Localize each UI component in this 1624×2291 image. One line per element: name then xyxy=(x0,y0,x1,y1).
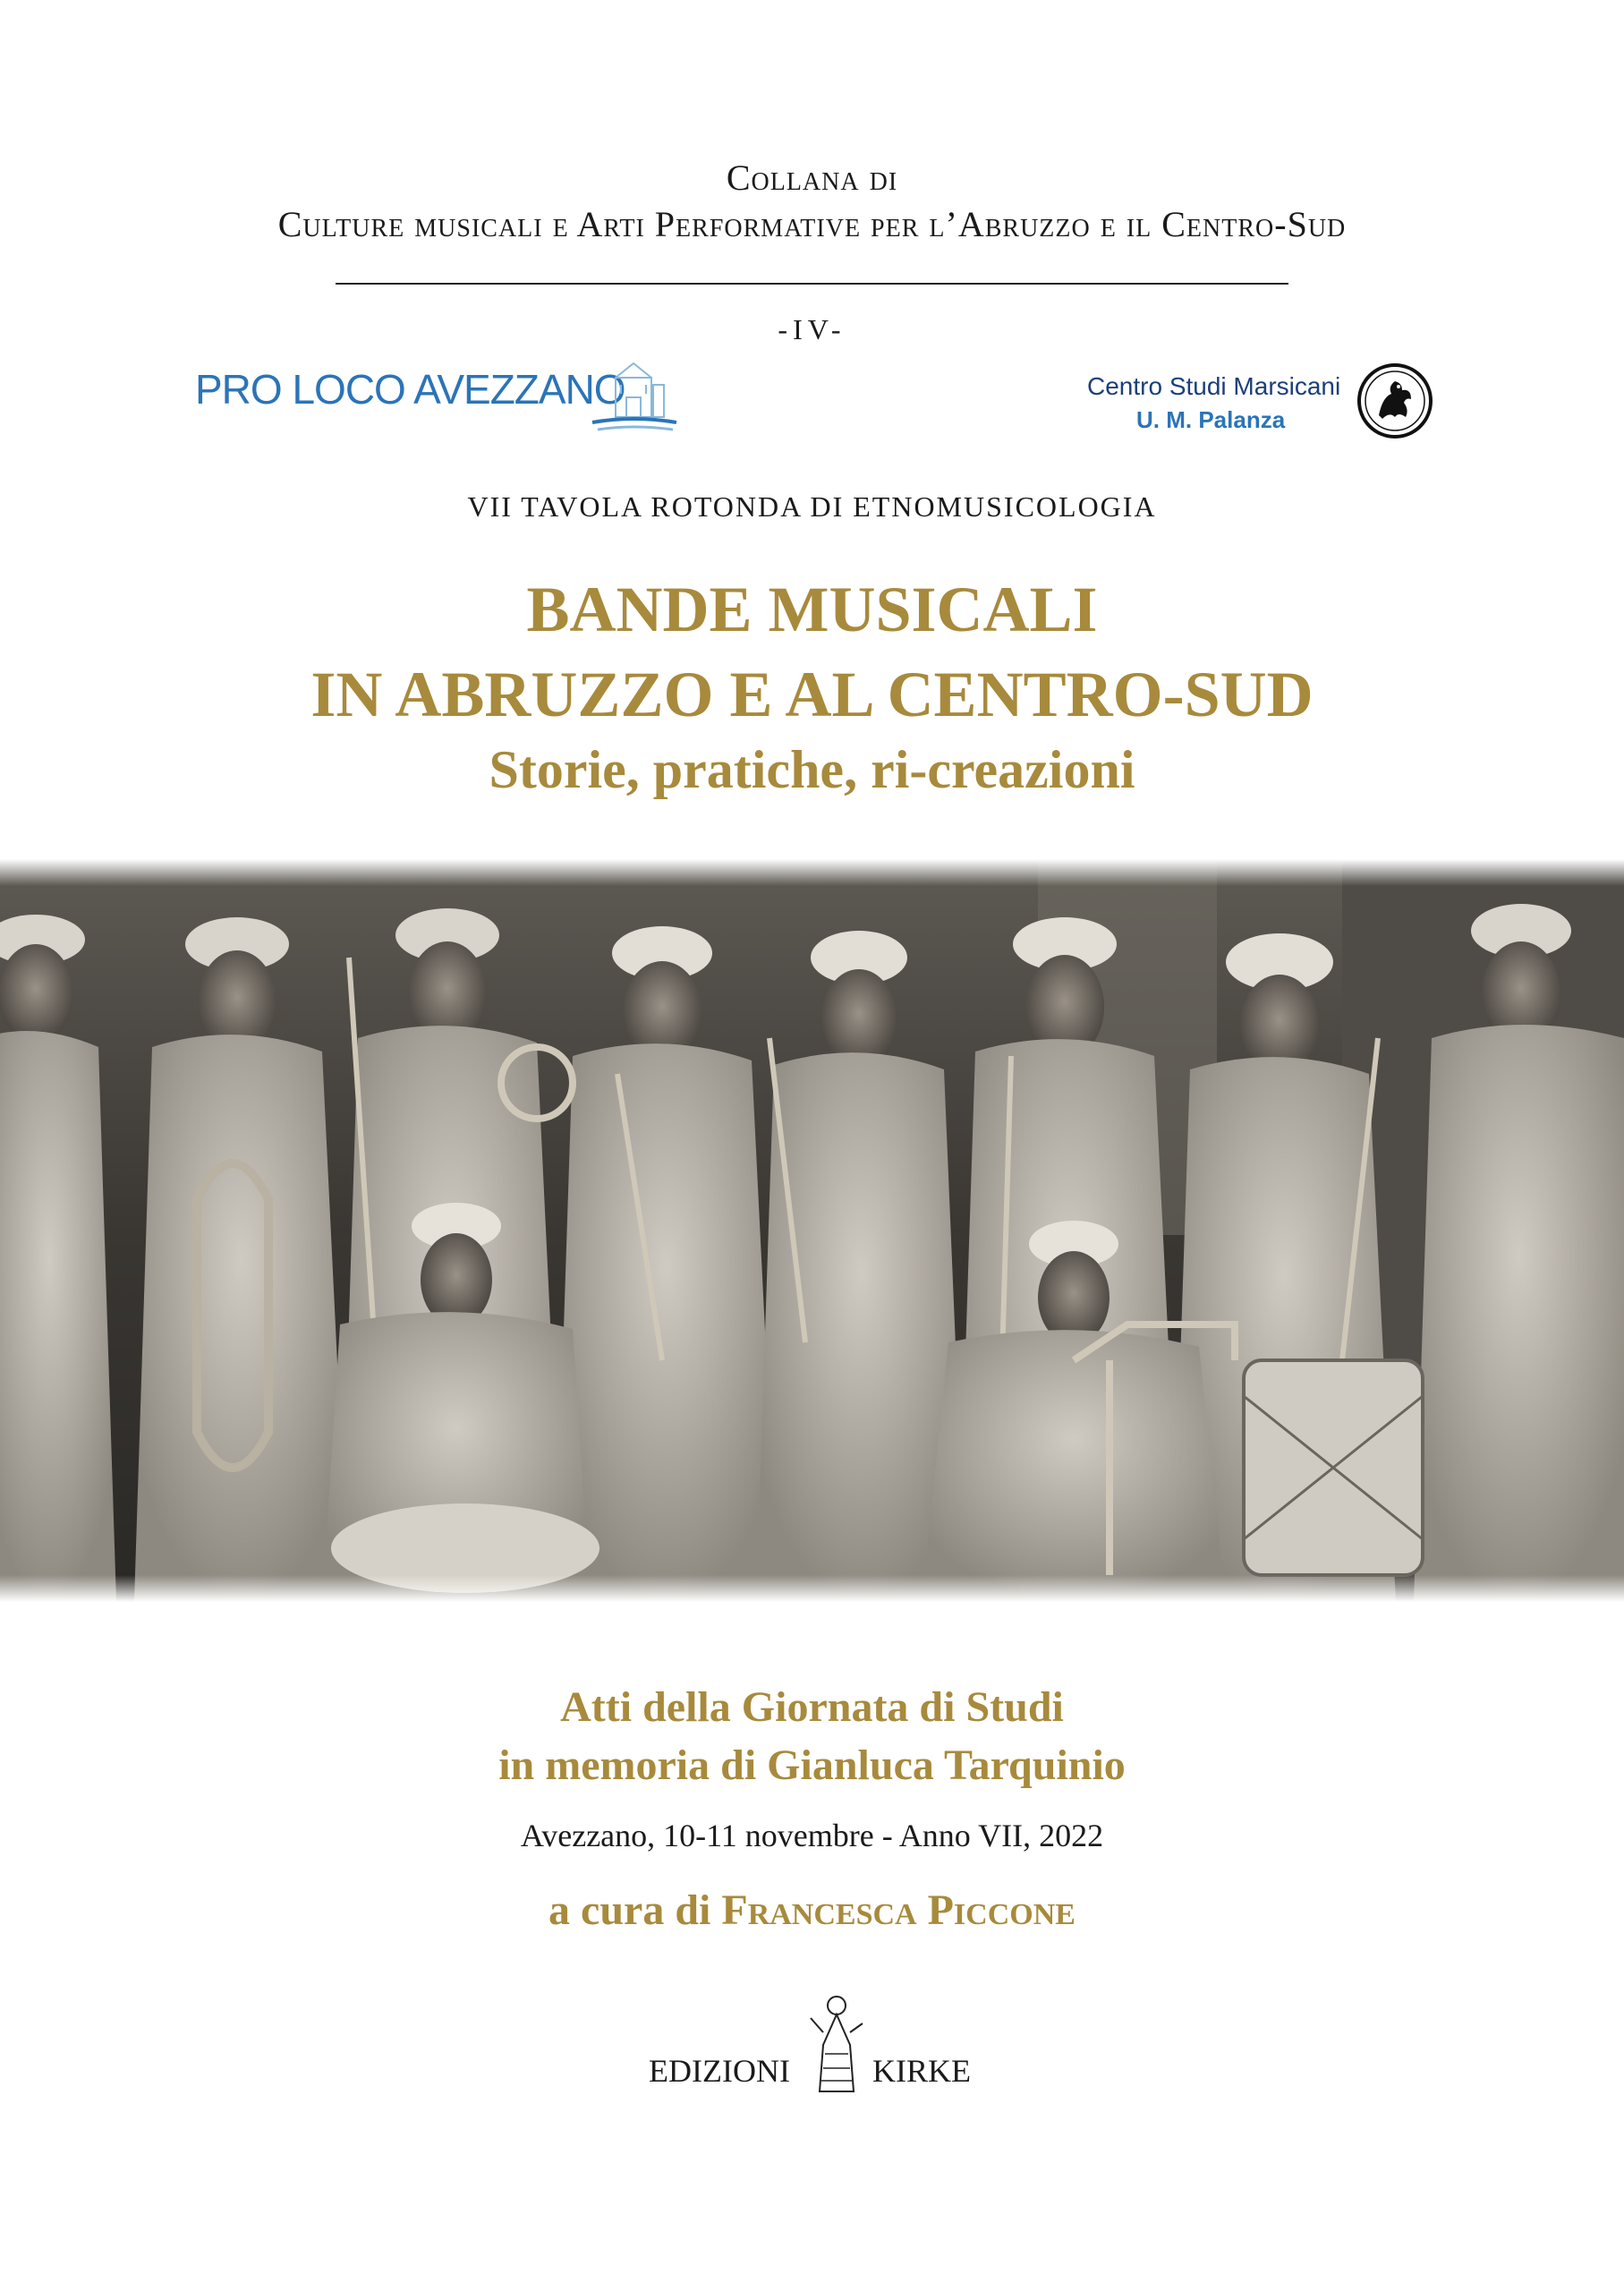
csm-logo-subname: U. M. Palanza xyxy=(1136,406,1286,433)
dragon-seal-icon xyxy=(1356,362,1434,440)
series-label: Collana di xyxy=(726,158,898,198)
curator-prefix: a cura di xyxy=(548,1886,722,1934)
divider xyxy=(336,283,1288,285)
place-date: Avezzano, 10-11 novembre - Anno VII, 2022 xyxy=(520,1818,1104,1853)
event-label: VII TAVOLA ROTONDA DI ETNOMUSICOLOGIA xyxy=(467,490,1157,523)
proceedings-line1: Atti della Giornata di Studi xyxy=(560,1683,1064,1731)
kirke-figure-icon xyxy=(805,1991,868,2099)
curator-name: Francesca Piccone xyxy=(721,1886,1076,1934)
volume-number: -IV- xyxy=(778,313,846,345)
publisher-name-right: KIRKE xyxy=(872,2053,971,2089)
publisher-logo xyxy=(649,1991,980,2103)
publisher-name-left: EDIZIONI xyxy=(649,2053,790,2089)
proceedings-line2: in memoria di Gianluca Tarquinio xyxy=(498,1742,1126,1789)
proloco-logo-text: PRO LOCO AVEZZANO xyxy=(195,366,625,413)
main-title-line1: BANDE MUSICALI xyxy=(526,574,1098,645)
main-title-line2: IN ABRUZZO E AL CENTRO-SUD xyxy=(310,659,1314,730)
series-title: Culture musicali e Arti Performative per l’Abruzzo e il Centro-Sud xyxy=(277,204,1347,244)
curator xyxy=(0,1886,1624,1935)
church-icon xyxy=(589,358,678,435)
subtitle: Storie, pratiche, ri-creazioni xyxy=(489,740,1135,799)
proloco-logo xyxy=(195,358,678,439)
band-photo xyxy=(0,859,1624,1602)
csm-logo-name: Centro Studi Marsicani xyxy=(1087,372,1341,400)
